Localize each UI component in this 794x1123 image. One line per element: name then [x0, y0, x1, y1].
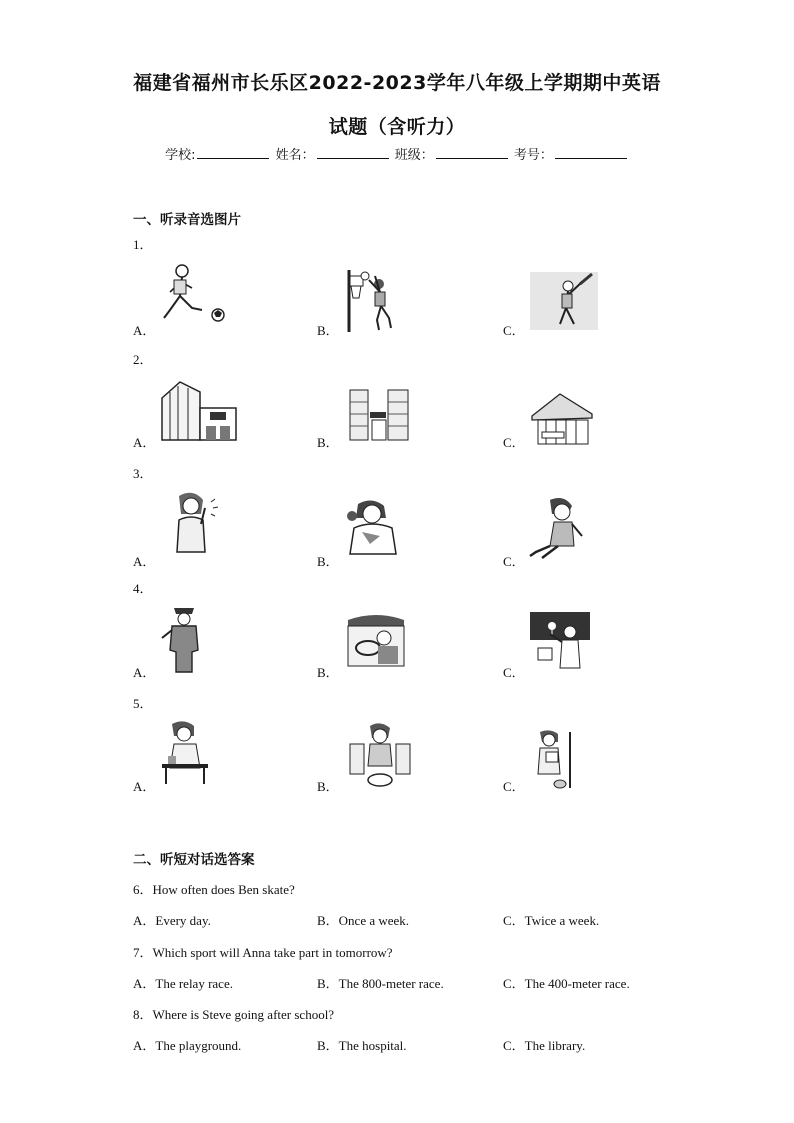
- girl-sitting-picture[interactable]: [528, 494, 586, 562]
- choice-a[interactable]: A．Every day.: [133, 913, 211, 928]
- option-a-label[interactable]: A．: [133, 665, 156, 680]
- baseball-player-picture[interactable]: [530, 272, 598, 330]
- choice-c[interactable]: C．Twice a week.: [503, 913, 600, 928]
- question-number: 2．: [133, 352, 153, 367]
- section1-heading: 一、听录音选图片: [133, 212, 241, 228]
- question-text: 7．Which sport will Anna take part in tomorrow?: [133, 945, 393, 960]
- name-label: 姓名：: [275, 148, 315, 163]
- class-label: 班级：: [394, 148, 434, 163]
- driver-picture[interactable]: [346, 612, 406, 668]
- option-a-label[interactable]: A．: [133, 435, 156, 450]
- question-text: 6．How often does Ben skate?: [133, 882, 295, 897]
- choice-b[interactable]: B．Once a week.: [317, 913, 410, 928]
- girl-eating-picture[interactable]: [340, 496, 408, 558]
- option-a-label[interactable]: A．: [133, 554, 156, 569]
- option-c-label[interactable]: C．: [503, 435, 525, 450]
- option-c-label[interactable]: C．: [503, 554, 525, 569]
- basketball-player-picture[interactable]: [345, 270, 405, 334]
- girl-desk-picture[interactable]: [160, 720, 210, 786]
- woman-phone-picture[interactable]: [165, 490, 223, 556]
- school-blank[interactable]: [197, 146, 269, 159]
- choice-c[interactable]: C．The 400-meter race.: [503, 976, 630, 991]
- option-b-label[interactable]: B．: [317, 323, 339, 338]
- choice-b[interactable]: B．The 800-meter race.: [317, 976, 444, 991]
- gym-building-picture[interactable]: [530, 392, 594, 446]
- number-blank[interactable]: [555, 146, 627, 159]
- student-info-line: [0, 144, 794, 163]
- question-number: 5．: [133, 696, 153, 711]
- option-b-label[interactable]: B．: [317, 554, 339, 569]
- girl-reading-picture[interactable]: [530, 730, 574, 790]
- option-b-label[interactable]: B．: [317, 665, 339, 680]
- choice-a[interactable]: A．The relay race.: [133, 976, 233, 991]
- library-shelves-picture[interactable]: [348, 380, 410, 442]
- choice-a[interactable]: A．The playground.: [133, 1038, 242, 1053]
- girl-chairs-picture[interactable]: [348, 722, 412, 790]
- option-b-label[interactable]: B．: [317, 435, 339, 450]
- choice-b[interactable]: B．The hospital.: [317, 1038, 407, 1053]
- choice-c[interactable]: C．The library.: [503, 1038, 586, 1053]
- question-text: 8．Where is Steve going after school?: [133, 1007, 335, 1022]
- option-c-label[interactable]: C．: [503, 323, 525, 338]
- number-label: 考号：: [513, 148, 553, 163]
- question-number: 1．: [133, 237, 153, 252]
- option-a-label[interactable]: A．: [133, 323, 156, 338]
- section2-heading: 二、听短对话选答案: [133, 852, 255, 868]
- teacher-picture[interactable]: [530, 612, 590, 670]
- option-c-label[interactable]: C．: [503, 665, 525, 680]
- school-building-picture[interactable]: [160, 378, 238, 444]
- question-number: 4．: [133, 581, 153, 596]
- question-number: 3．: [133, 466, 153, 481]
- school-label: 学校:: [165, 148, 196, 163]
- police-officer-picture[interactable]: [160, 604, 210, 674]
- page-title-line1: 福建省福州市长乐区2022-2023学年八年级上学期期中英语: [133, 72, 661, 94]
- option-c-label[interactable]: C．: [503, 779, 525, 794]
- soccer-player-picture[interactable]: [158, 262, 228, 328]
- page-title-line2: 试题（含听力）: [328, 116, 466, 138]
- name-blank[interactable]: [317, 146, 389, 159]
- option-b-label[interactable]: B．: [317, 779, 339, 794]
- option-a-label[interactable]: A．: [133, 779, 156, 794]
- class-blank[interactable]: [436, 146, 508, 159]
